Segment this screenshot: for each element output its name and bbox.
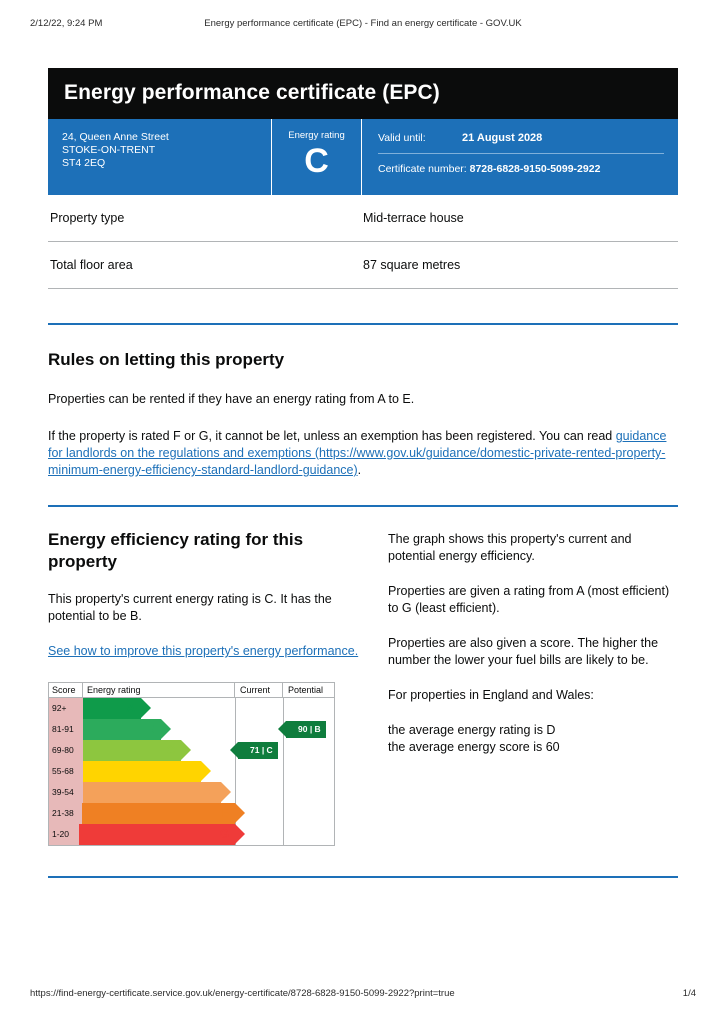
address-line-1: 24, Queen Anne Street	[62, 131, 169, 143]
section-divider-3	[48, 876, 678, 878]
epc-band	[49, 719, 235, 740]
improve-performance-link[interactable]: See how to improve this property's energy performance.	[48, 644, 359, 658]
energy-rating-badge	[272, 119, 362, 195]
epc-col-potential: Potential	[282, 683, 334, 698]
print-page-title: Energy performance certificate (EPC) - Find an energy certificate - GOV.UK	[204, 18, 522, 29]
epc-band-list	[49, 698, 236, 845]
energy-rating-label: Energy rating	[288, 130, 345, 141]
epc-band-score: 92+	[49, 698, 83, 719]
epc-band-bar: A	[83, 698, 141, 719]
valid-until-label: Valid until:	[378, 132, 426, 144]
floor-area-value: 87 square metres	[363, 258, 461, 272]
property-type-value: Mid-terrace house	[363, 211, 464, 225]
letting-rules-para-2-end: .	[357, 463, 362, 477]
epc-potential-column	[284, 698, 334, 845]
epc-band	[49, 761, 235, 782]
epc-graph	[48, 682, 335, 846]
epc-current-marker: 71 | C	[238, 742, 278, 759]
graph-averages	[388, 722, 678, 756]
epc-current-column	[236, 698, 284, 845]
property-type-label: Property type	[50, 211, 125, 225]
epc-band-score: 69-80	[49, 740, 83, 761]
graph-explanation-4: For properties in England and Wales:	[388, 688, 594, 702]
property-address	[48, 119, 272, 195]
certificate-summary	[48, 119, 678, 195]
epc-band	[49, 803, 235, 824]
print-footer	[0, 988, 726, 1002]
letting-rules-heading: Rules on letting this property	[48, 350, 285, 369]
print-date: 2/12/22, 9:24 PM	[30, 18, 103, 29]
epc-band-score: 55-68	[49, 761, 83, 782]
graph-explanation-2: Properties are given a rating from A (most efficient) to G (least efficient).	[388, 584, 670, 615]
energy-efficiency-section	[48, 529, 678, 846]
epc-band-bar: B	[83, 719, 161, 740]
epc-band-score: 21-38	[49, 803, 82, 824]
certificate-number-label: Certificate number:	[378, 163, 467, 175]
floor-area-row	[48, 242, 678, 289]
print-url: https://find-energy-certificate.service.gov.uk/energy-certificate/8728-6828-9150-5099-2922?print=true	[30, 988, 455, 999]
epc-band-bar: C	[83, 740, 181, 761]
average-energy-rating: the average energy rating is D	[388, 723, 556, 737]
improve-performance-paragraph	[48, 643, 378, 660]
epc-graph-header	[49, 683, 334, 698]
epc-band-score: 1-20	[49, 824, 79, 845]
property-type-row	[48, 195, 678, 242]
print-page-number: 1/4	[682, 988, 696, 999]
average-energy-score: the average energy score is 60	[388, 740, 560, 754]
letting-rules-para-2-text: If the property is rated F or G, it cannot be let, unless an exemption has been registered. You can read	[48, 429, 616, 443]
certificate-number-value: 8728-6828-9150-5099-2922	[469, 163, 601, 175]
page-title: Energy performance certificate (EPC)	[48, 68, 678, 119]
epc-band-bar: E	[83, 782, 221, 803]
efficiency-heading: Energy efficiency rating for this property	[48, 530, 304, 571]
epc-graph-body	[49, 698, 334, 845]
efficiency-left-column	[48, 529, 378, 846]
epc-band	[49, 740, 235, 761]
epc-band-bar: D	[83, 761, 201, 782]
epc-band-score: 39-54	[49, 782, 83, 803]
epc-band-score: 81-91	[49, 719, 83, 740]
address-line-3: ST4 2EQ	[62, 157, 106, 169]
graph-explanation-1: The graph shows this property's current and potential energy efficiency.	[388, 532, 632, 563]
section-divider-1	[48, 323, 678, 325]
certificate-validity	[362, 119, 678, 195]
letting-rules-para-1: Properties can be rented if they have an energy rating from A to E.	[48, 392, 415, 406]
document-body	[48, 68, 678, 878]
section-divider-2	[48, 505, 678, 507]
efficiency-right-column	[378, 529, 678, 846]
epc-col-score: Score	[49, 683, 83, 698]
epc-col-energy-rating: Energy rating	[87, 684, 141, 695]
energy-rating-letter: C	[304, 142, 329, 180]
valid-until-value: 21 August 2028	[462, 132, 543, 144]
letting-rules-para-2	[48, 428, 678, 479]
epc-potential-marker: 90 | B	[286, 721, 326, 738]
epc-band	[49, 824, 235, 845]
epc-band	[49, 782, 235, 803]
epc-col-current: Current	[234, 683, 282, 698]
address-line-2: STOKE-ON-TRENT	[62, 144, 156, 156]
landlord-guidance-link[interactable]: guidance for landlords on the regulations and exemptions (https://www.gov.uk/guidance/domestic-private-rented-property-minimum-energy-efficiency-standard-landlord-guidance)	[48, 429, 667, 477]
epc-band-bar: G	[79, 824, 235, 845]
graph-explanation-3: Properties are also given a score. The higher the number the lower your fuel bills are likely to be.	[388, 636, 659, 667]
print-header	[0, 18, 726, 32]
efficiency-para-1: This property's current energy rating is C. It has the potential to be B.	[48, 592, 332, 623]
floor-area-label: Total floor area	[50, 258, 133, 272]
epc-band	[49, 698, 235, 719]
epc-band-bar: F	[82, 803, 235, 824]
